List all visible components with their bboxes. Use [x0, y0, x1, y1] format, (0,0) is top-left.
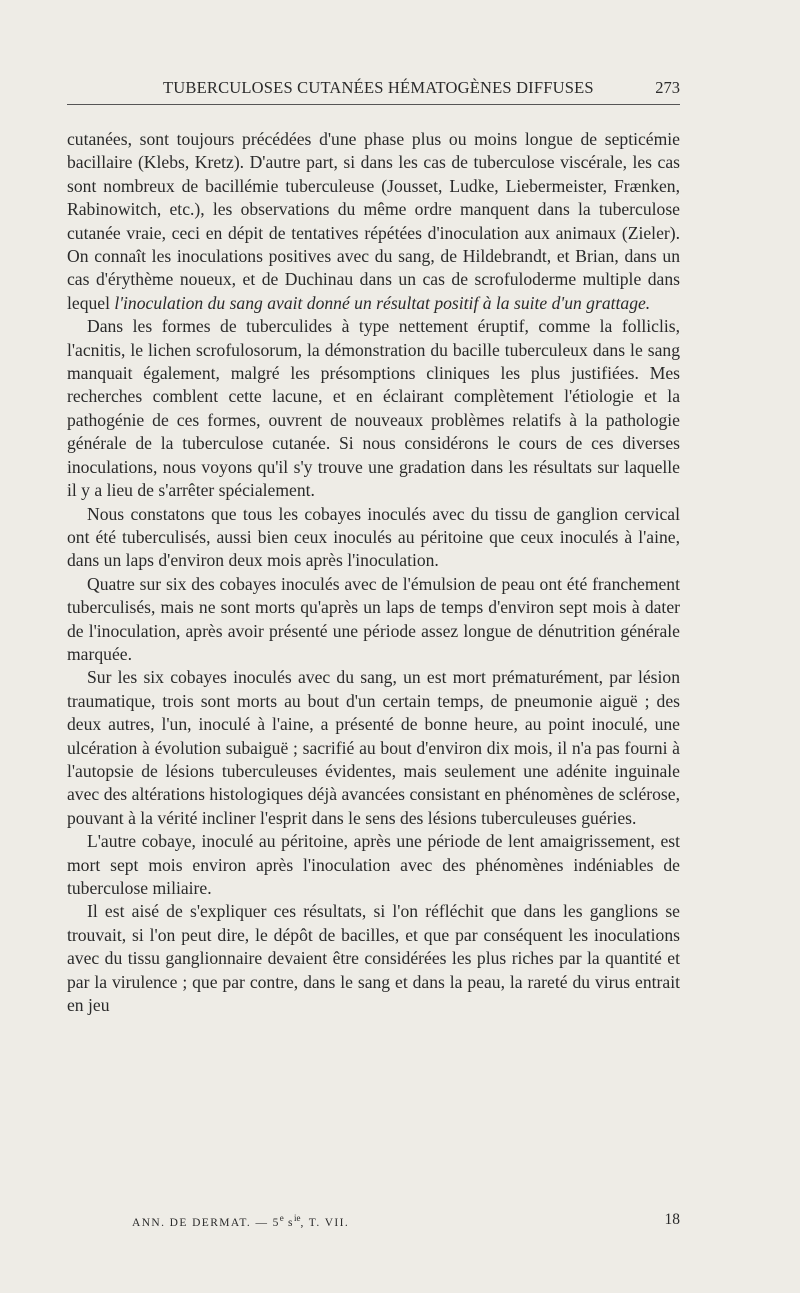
paragraph: Dans les formes de tuberculides à type nettement éruptif, comme la folliclis, l'acnitis, le lichen scrofulosorum, la démonstration du bacille tuberculeux dans le sang manquait également, malgré les présomptions cliniques les plus justifiées. Mes recherches comblent cette lacune, et en éclairant complètement l'étiologie et la pathogénie de ces formes, ouvrent de nouveaux problèmes relatifs à la pathologie générale de la tuberculose cutanée. Si nous considérons le cours de ces diverses inoculations, nous voyons qu'il s'y trouve une gradation dans les résultats sur laquelle il y a lieu de s'arrêter spécialement.: [67, 316, 680, 501]
signature-text: , T. VII.: [300, 1216, 350, 1229]
signature-text: s: [283, 1216, 294, 1229]
paragraph: Sur les six cobayes inoculés avec du sang, un est mort prématurément, par lésion traumatique, trois sont morts au bout d'un certain temps, de pneumonie aiguë ; des deux autres, l'un, inoculé à l'aine, a présenté de bonne heure, au point inoculé, une ulcération à évolution subaiguë ; sacrifié au bout d'environ dix mois, il n'a pas fourni à l'autopsie de lésions tuberculeuses évidentes, mais seulement une adénite inguinale avec des altérations histologiques déjà avancées consistant en phénomènes de sclérose, pouvant à la vérité incliner l'esprit dans le sens des lésions tuberculeuses guéries.: [67, 667, 680, 828]
italic-quote: l'inoculation du sang avait donné un résultat positif à la suite d'un grattage.: [114, 292, 651, 313]
paragraph: Quatre sur six des cobayes inoculés avec de l'émulsion de peau ont été franchement tuberculisés, mais ne sont morts qu'après un laps de temps d'environ sept mois à dater de l'inoculation, après avoir présenté une période assez longue de dénutrition générale marquée.: [67, 573, 680, 664]
running-header: [67, 78, 680, 105]
signature-superscript: ie: [293, 1213, 301, 1223]
paragraph: L'autre cobaye, inoculé au péritoine, après une période de lent amaigrissement, est mort sept mois environ après l'inoculation avec des phénomènes indéniables de tuberculose miliaire.: [67, 831, 680, 898]
paragraph: Nous constatons que tous les cobayes inoculés avec du tissu de ganglion cervical ont été tuberculisés, aussi bien ceux inoculés au péritoine que ceux inoculés à l'aine, dans un laps d'environ deux mois après l'inoculation.: [67, 503, 680, 571]
paragraph-text: cutanées, sont toujours précédées d'une phase plus ou moins longue de septicémie bacillaire (Klebs, Kretz). D'autre part, si dans les cas de tuberculose viscérale, les cas sont nombreux de bacillémie tuberculeuse (Jousset, Ludke, Liebermeister, Frænken, Rabinowitch, etc.), les observations du même ordre manquent dans la tuberculose cutanée vraie, ceci en dépit de tentatives répétées d'inoculation aux animaux (Zieler). On connaît les inoculations positives avec du sang, de Hildebrandt, et Brian, dans un cas d'érythème noueux, et de Duchinau dans un cas de scrofuloderme multiple dans lequel: [67, 129, 680, 313]
body-text: [67, 128, 680, 1017]
sheet-number: 18: [664, 1211, 680, 1228]
running-title: TUBERCULOSES CUTANÉES HÉMATOGÈNES DIFFUSES: [163, 78, 594, 97]
paragraph: [67, 128, 680, 315]
paragraph: Il est aisé de s'expliquer ces résultats, si l'on réfléchit que dans les ganglions se trouvait, si l'on peut dire, le dépôt de bacilles, et que par conséquent les inoculations avec du tissu ganglionnaire devaient être considérées les plus riches par la quantité et par la virulence ; que par contre, dans le sang et dans la peau, la rareté du virus entrait en jeu: [67, 901, 680, 1016]
signature-line: [132, 1213, 349, 1229]
page-footer: [132, 1211, 680, 1231]
signature-text: ANN. DE DERMAT. — 5: [132, 1216, 280, 1229]
page-number: 273: [655, 78, 680, 97]
signature-superscript: e: [279, 1213, 284, 1223]
